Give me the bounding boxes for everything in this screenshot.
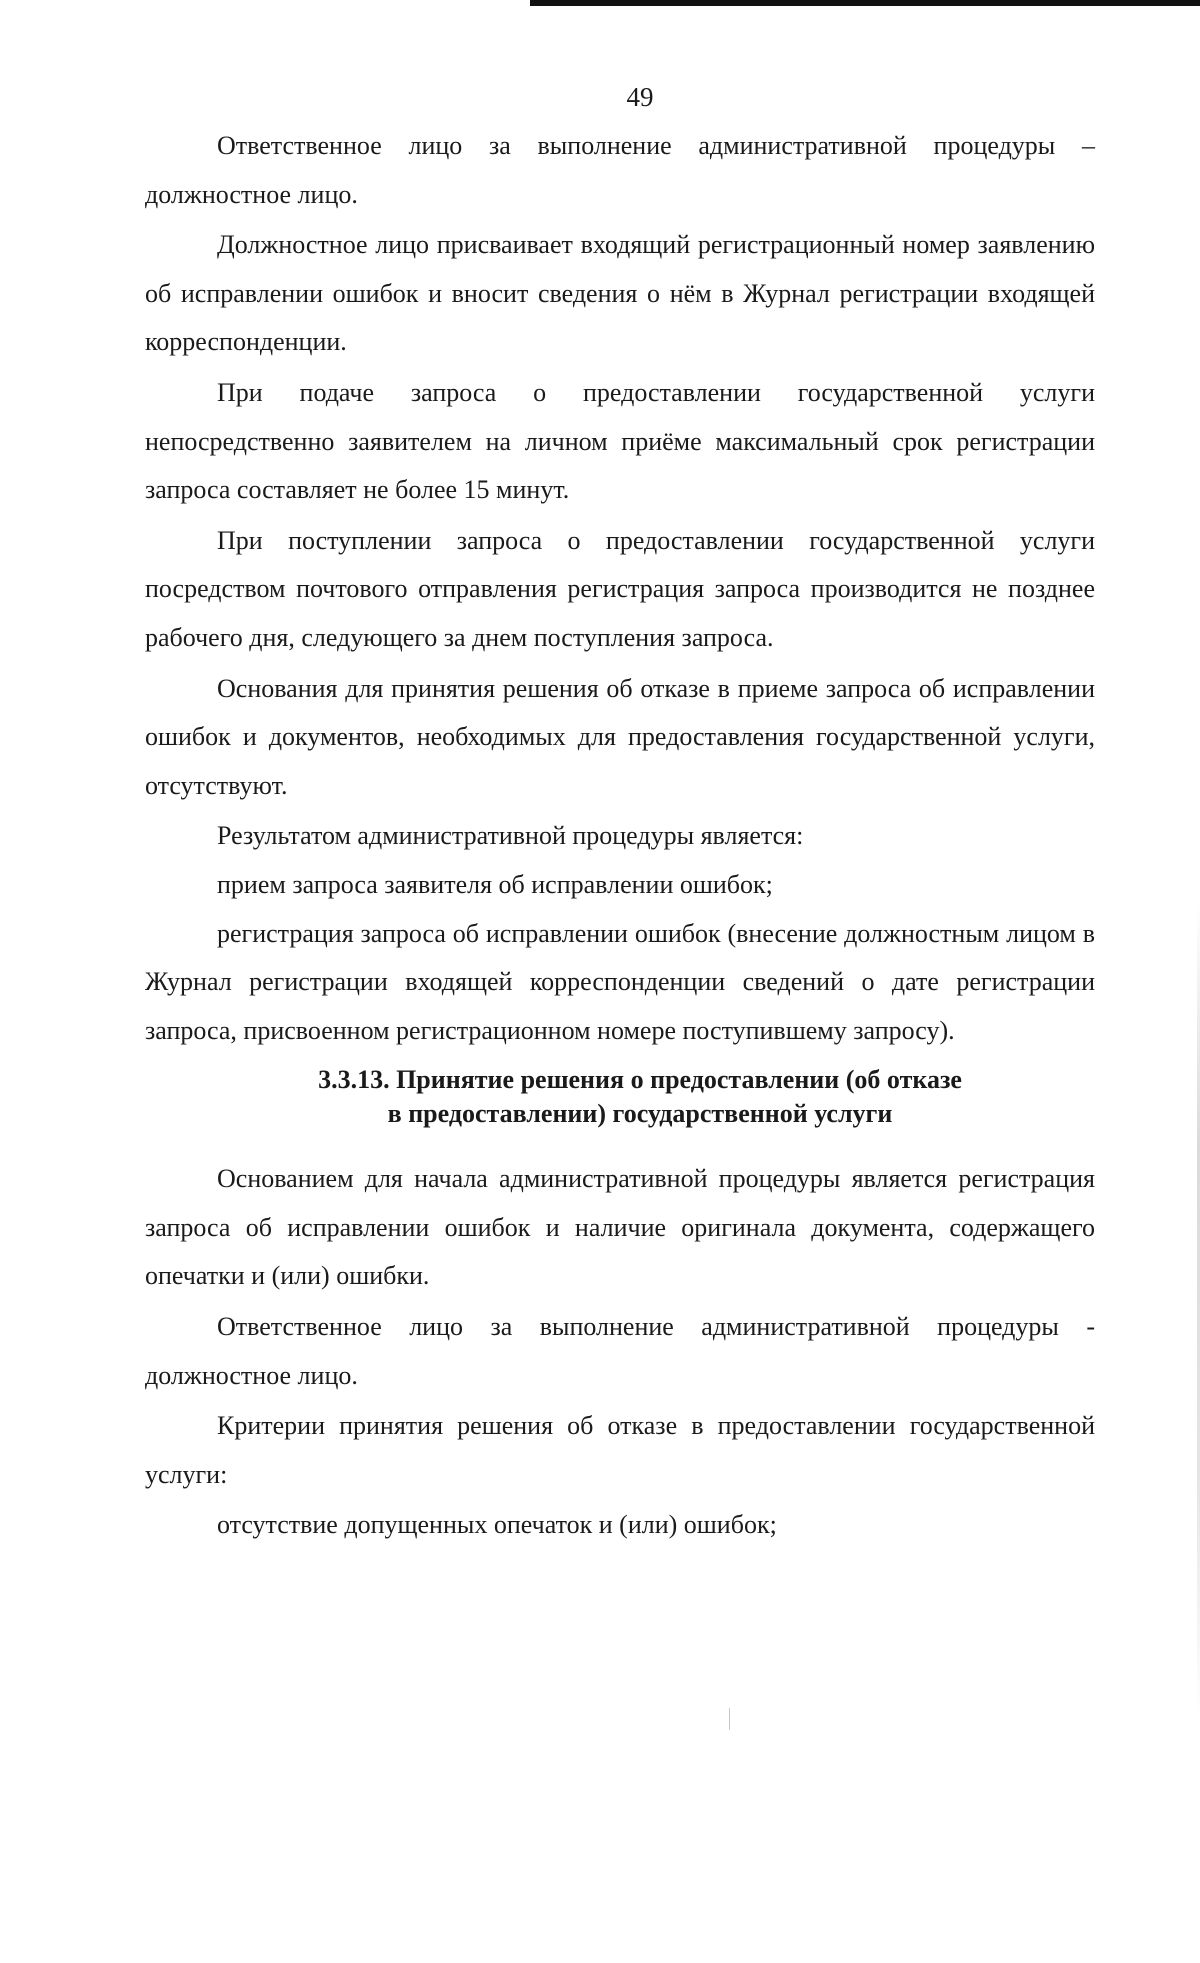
paragraph-result-item-2: регистрация запроса об исправлении ошибок (внесение должностным лицом в Журнал регистрации входящей корреспонденции сведений о дате регистрации запроса, присвоенном регистрационном номере поступившему запросу).: [145, 918, 1095, 1045]
section-heading-line-1: 3.3.13. Принятие решения о предоставлении (об отказе: [318, 1065, 962, 1095]
paragraph-in-person-deadline: При подаче запроса о предоставлении государственной услуги непосредственно заявителем на личном приёме максимальный срок регистрации запроса составляет не более 15 минут.: [145, 377, 1095, 505]
section-heading-line-2: в предоставлении) государственной услуги: [387, 1099, 893, 1129]
paragraph-refusal-grounds: Основания для принятия решения об отказе в приеме запроса об исправлении ошибок и документов, необходимых для предоставления государственной услуги, отсутствуют.: [145, 673, 1095, 800]
paragraph-refusal-criteria: Критерии принятия решения об отказе в предоставлении государственной услуги:: [145, 1411, 1095, 1489]
page-number: 49: [626, 82, 654, 112]
scan-edge-top: [530, 0, 1200, 6]
paragraph-procedure-basis: Основанием для начала административной процедуры является регистрация запроса об исправлении ошибок и наличие оригинала документа, содержащего опечатки и (или) ошибки.: [145, 1164, 1095, 1291]
paragraph-responsible-person-2: Ответственное лицо за выполнение административной процедуры - должностное лицо.: [145, 1312, 1095, 1390]
paragraph-postal-deadline: При поступлении запроса о предоставлении государственной услуги посредством почтового отправления регистрация запроса производится не позднее рабочего дня, следующего за днем поступления запроса.: [145, 525, 1095, 652]
section-heading: [145, 1063, 1095, 1131]
scan-artifact: [729, 1708, 730, 1730]
paragraph-result-intro: Результатом административной процедуры является:: [217, 821, 804, 851]
document-page: [145, 72, 1095, 1552]
paragraph-result-item-1: прием запроса заявителя об исправлении ошибок;: [217, 869, 773, 899]
paragraph-responsible-person: Ответственное лицо за выполнение административной процедуры – должностное лицо.: [145, 131, 1095, 209]
paragraph-registration-number: Должностное лицо присваивает входящий регистрационный номер заявлению об исправлении ошибок и вносит сведения о нём в Журнал регистрации входящей корреспонденции.: [145, 230, 1095, 357]
paragraph-criteria-item-1: отсутствие допущенных опечаток и (или) ошибок;: [217, 1510, 777, 1540]
